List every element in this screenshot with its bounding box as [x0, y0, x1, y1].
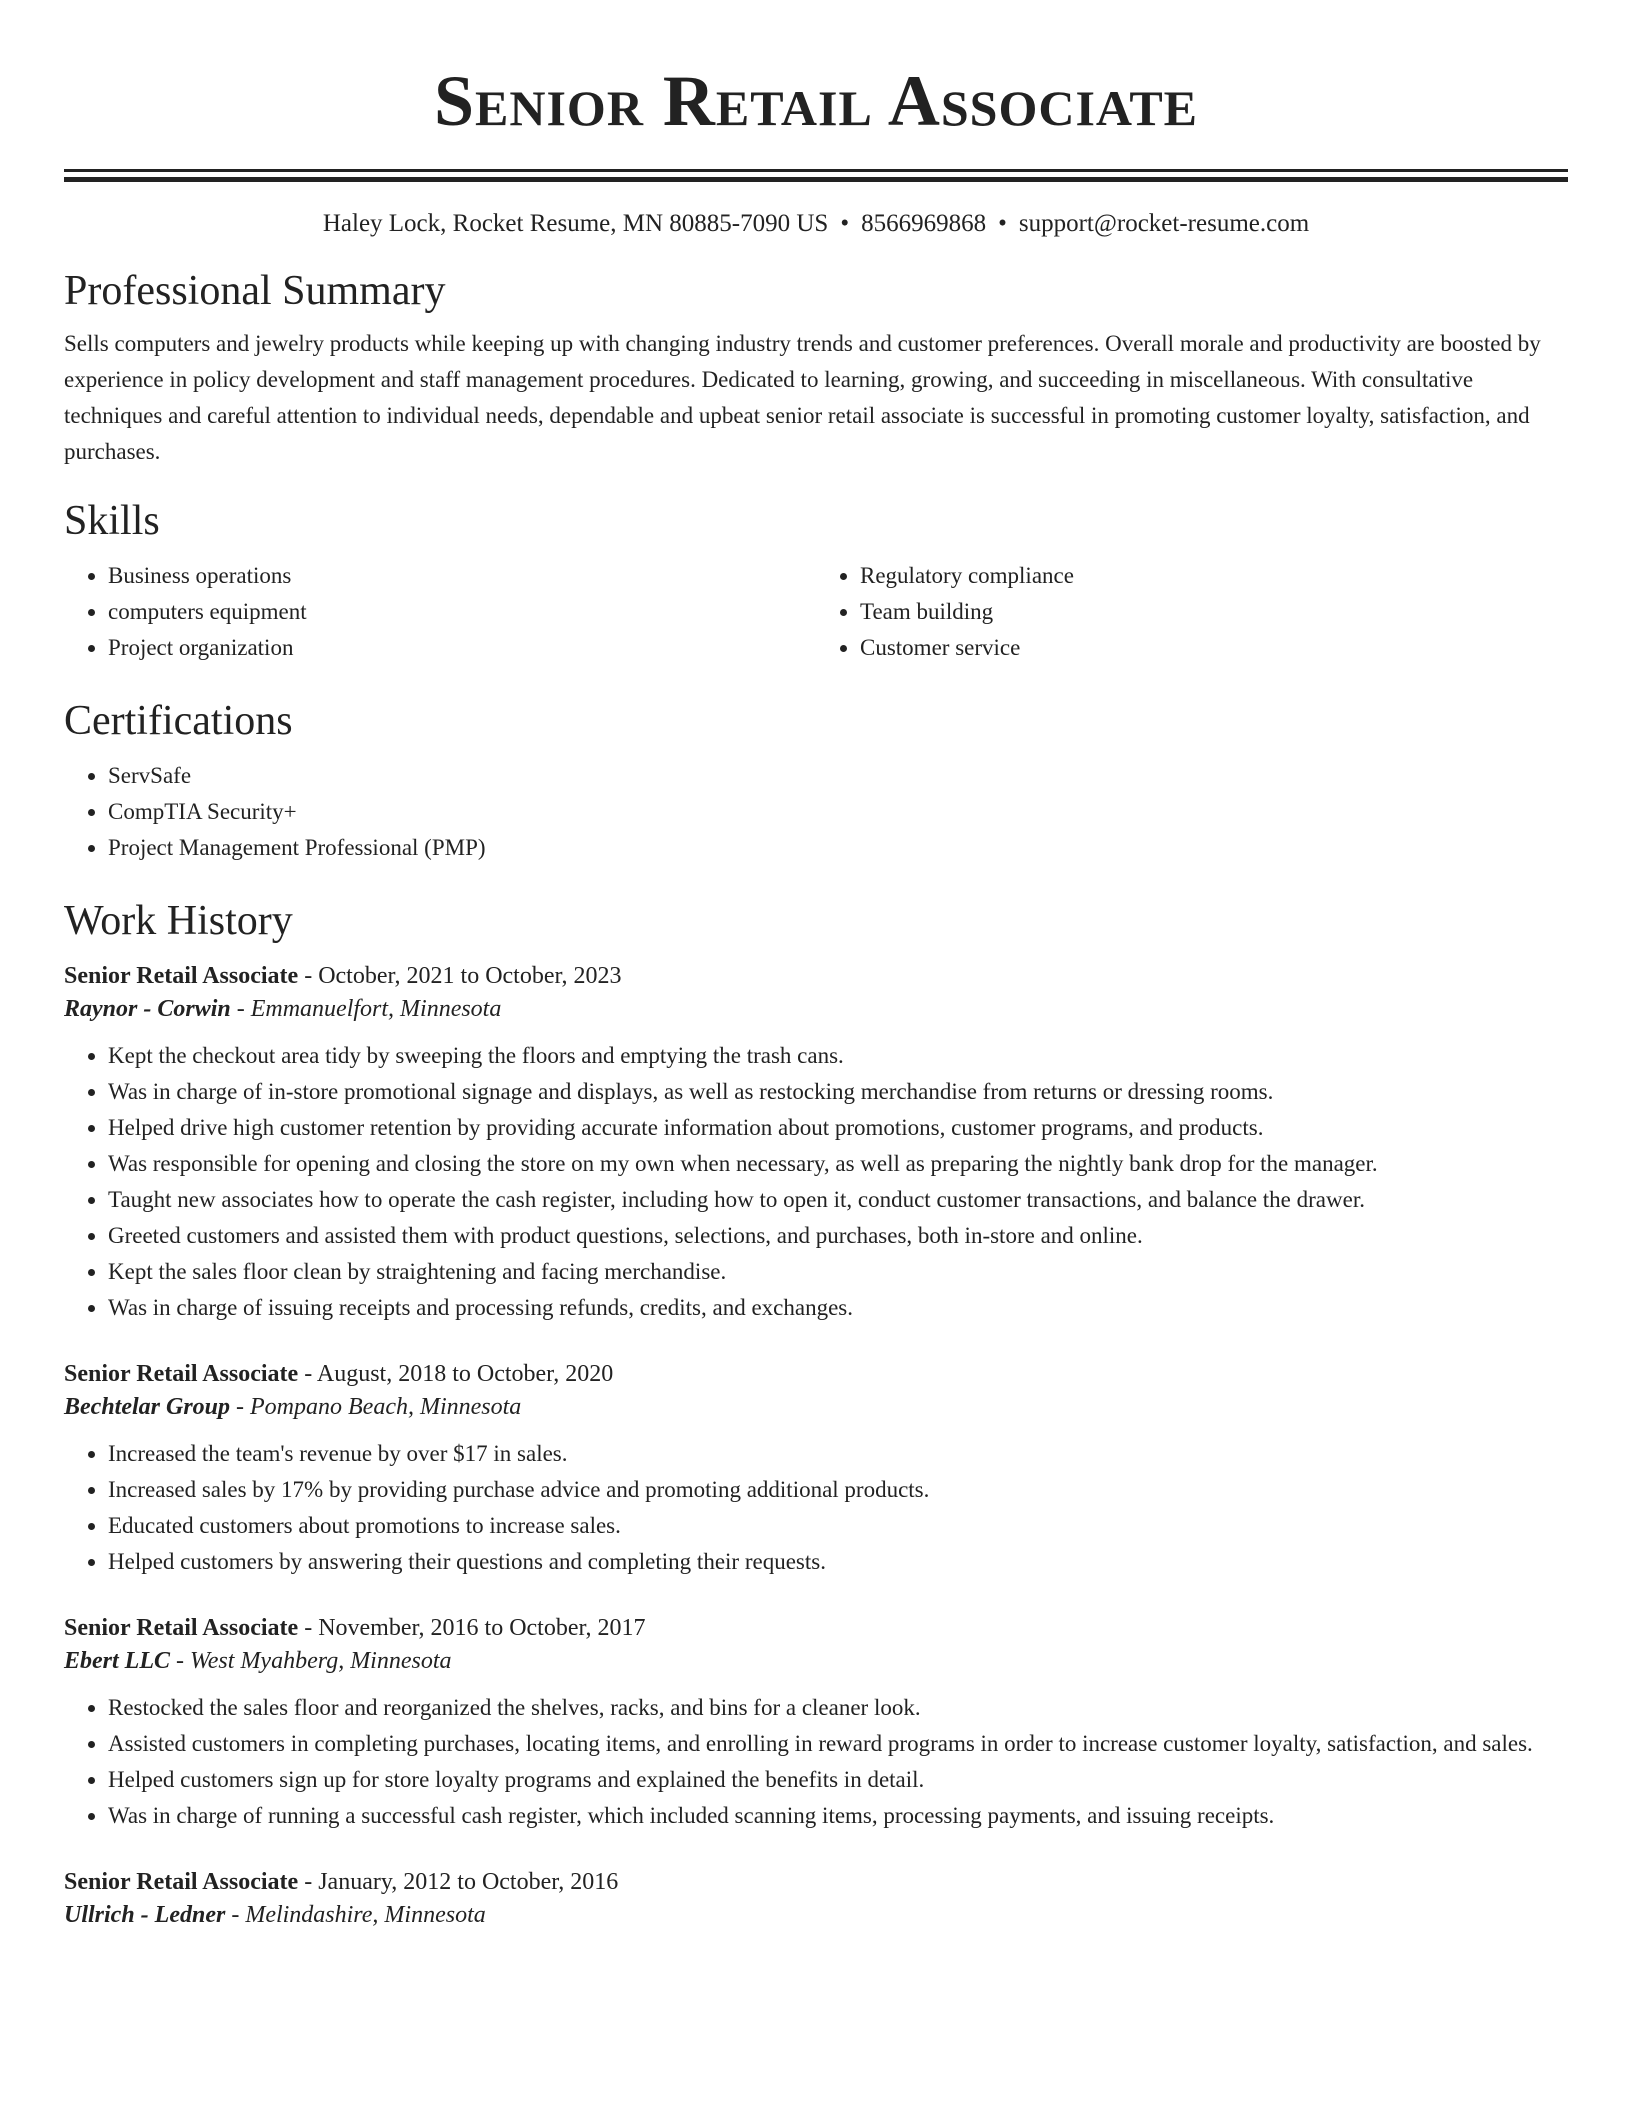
job-bullet: • Increased the team's revenue by over $17 in sales.	[108, 1436, 1568, 1472]
skill-item: • Customer service	[860, 630, 1568, 666]
job-bullet: • Was in charge of running a successful cash register, which included scanning items, processing payments, and issuing receipts.	[108, 1798, 1568, 1834]
job-bullet: • Kept the checkout area tidy by sweeping the floors and emptying the trash cans.	[108, 1038, 1568, 1074]
resume-title: Senior Retail Associate	[433, 61, 1199, 141]
certifications-heading: Certifications	[64, 698, 293, 744]
job-company: Raynor - Corwin	[64, 996, 231, 1022]
certification-item: • Project Management Professional (PMP)	[108, 830, 1568, 866]
contact-separator: •	[840, 210, 850, 237]
skill-item: • computers equipment	[108, 594, 816, 630]
job-title: Senior Retail Associate	[64, 1615, 299, 1641]
job-bullet: • Helped customers by answering their questions and completing their requests.	[108, 1544, 1568, 1580]
job-bullets	[64, 1690, 1568, 1834]
job-dates: - January, 2012 to October, 2016	[298, 1869, 619, 1895]
job-dates: - October, 2021 to October, 2023	[298, 963, 622, 989]
skill-item: • Business operations	[108, 558, 816, 594]
job-title: Senior Retail Associate	[64, 1361, 299, 1387]
job-location: - Melindashire, Minnesota	[225, 1902, 486, 1928]
title-divider-top	[64, 169, 1568, 172]
job-location: - Emmanuelfort, Minnesota	[230, 996, 502, 1022]
skill-item: • Team building	[860, 594, 1568, 630]
skills-list-right	[816, 558, 1568, 666]
job-entry	[64, 1866, 1568, 1932]
job-company-line	[64, 1390, 1568, 1424]
job-bullets	[64, 1038, 1568, 1326]
job-entry	[64, 1358, 1568, 1580]
work-history-heading: Work History	[64, 898, 293, 944]
job-bullet: • Was in charge of in-store promotional signage and displays, as well as restocking merchandise from returns or dressing rooms.	[108, 1074, 1568, 1110]
certifications-list	[64, 758, 1568, 866]
job-entry	[64, 1612, 1568, 1834]
job-company: Ebert LLC	[64, 1648, 170, 1674]
summary-section	[64, 266, 1568, 470]
contact-line	[64, 208, 1568, 240]
job-bullet: • Taught new associates how to operate the cash register, including how to open it, conduct customer transactions, and balance the drawer.	[108, 1182, 1568, 1218]
skills-list-left	[64, 558, 816, 666]
job-location: - Pompano Beach, Minnesota	[230, 1394, 522, 1420]
contact-separator: •	[998, 210, 1007, 237]
job-title: Senior Retail Associate	[64, 963, 299, 989]
skill-item: • Regulatory compliance	[860, 558, 1568, 594]
skills-section	[64, 496, 1568, 666]
summary-text: Sells computers and jewelry products while keeping up with changing industry trends and customer preferences. Overall morale and productivity are boosted by experience in policy development and staff management procedures. Dedicated to learning, growing, and succeeding in miscellaneous. With consultative techniques and careful attention to individual needs, dependable and upbeat senior retail associate is successful in promoting customer loyalty, satisfaction, and purchases.	[64, 331, 1541, 464]
job-location: - West Myahberg, Minnesota	[170, 1648, 452, 1674]
summary-heading: Professional Summary	[64, 268, 446, 314]
work-history-section	[64, 896, 1568, 1932]
job-entry	[64, 960, 1568, 1326]
job-bullet: • Greeted customers and assisted them with product questions, selections, and purchases, both in-store and online.	[108, 1218, 1568, 1254]
contact-email: support@rocket-resume.com	[1018, 210, 1310, 237]
certifications-section	[64, 696, 1568, 866]
job-bullet: • Was in charge of issuing receipts and processing refunds, credits, and exchanges.	[108, 1290, 1568, 1326]
job-bullet: • Assisted customers in completing purchases, locating items, and enrolling in reward programs in order to increase customer loyalty, satisfaction, and sales.	[108, 1726, 1568, 1762]
job-bullet: • Helped drive high customer retention by providing accurate information about promotions, customer programs, and products.	[108, 1110, 1568, 1146]
job-header	[64, 1612, 1568, 1644]
job-bullet: • Increased sales by 17% by providing purchase advice and promoting additional products.	[108, 1472, 1568, 1508]
job-bullet: • Restocked the sales floor and reorganized the shelves, racks, and bins for a cleaner look.	[108, 1690, 1568, 1726]
job-title: Senior Retail Associate	[64, 1869, 299, 1895]
job-bullet: • Was responsible for opening and closing the store on my own when necessary, as well as preparing the nightly bank drop for the manager.	[108, 1146, 1568, 1182]
title-divider-bottom	[64, 177, 1568, 182]
contact-phone: 8566969868	[861, 210, 987, 237]
contact-address: Haley Lock, Rocket Resume, MN 80885-7090 US	[322, 210, 829, 237]
skills-heading: Skills	[64, 498, 160, 544]
certification-item: • ServSafe	[108, 758, 1568, 794]
job-dates: - November, 2016 to October, 2017	[298, 1615, 646, 1641]
skill-item: • Project organization	[108, 630, 816, 666]
job-header	[64, 960, 1568, 992]
job-bullet: • Kept the sales floor clean by straightening and facing merchandise.	[108, 1254, 1568, 1290]
job-bullets	[64, 1436, 1568, 1580]
job-header	[64, 1358, 1568, 1390]
job-company: Bechtelar Group	[64, 1394, 231, 1420]
resume-page	[64, 0, 1568, 1932]
job-header	[64, 1866, 1568, 1898]
job-bullet: • Educated customers about promotions to increase sales.	[108, 1508, 1568, 1544]
job-company-line	[64, 992, 1568, 1026]
job-company-line	[64, 1644, 1568, 1678]
job-bullet: • Helped customers sign up for store loyalty programs and explained the benefits in detail.	[108, 1762, 1568, 1798]
certification-item: • CompTIA Security+	[108, 794, 1568, 830]
job-company: Ullrich - Ledner	[64, 1902, 226, 1928]
job-company-line	[64, 1898, 1568, 1932]
skills-columns	[64, 558, 1568, 666]
job-dates: - August, 2018 to October, 2020	[298, 1361, 614, 1387]
